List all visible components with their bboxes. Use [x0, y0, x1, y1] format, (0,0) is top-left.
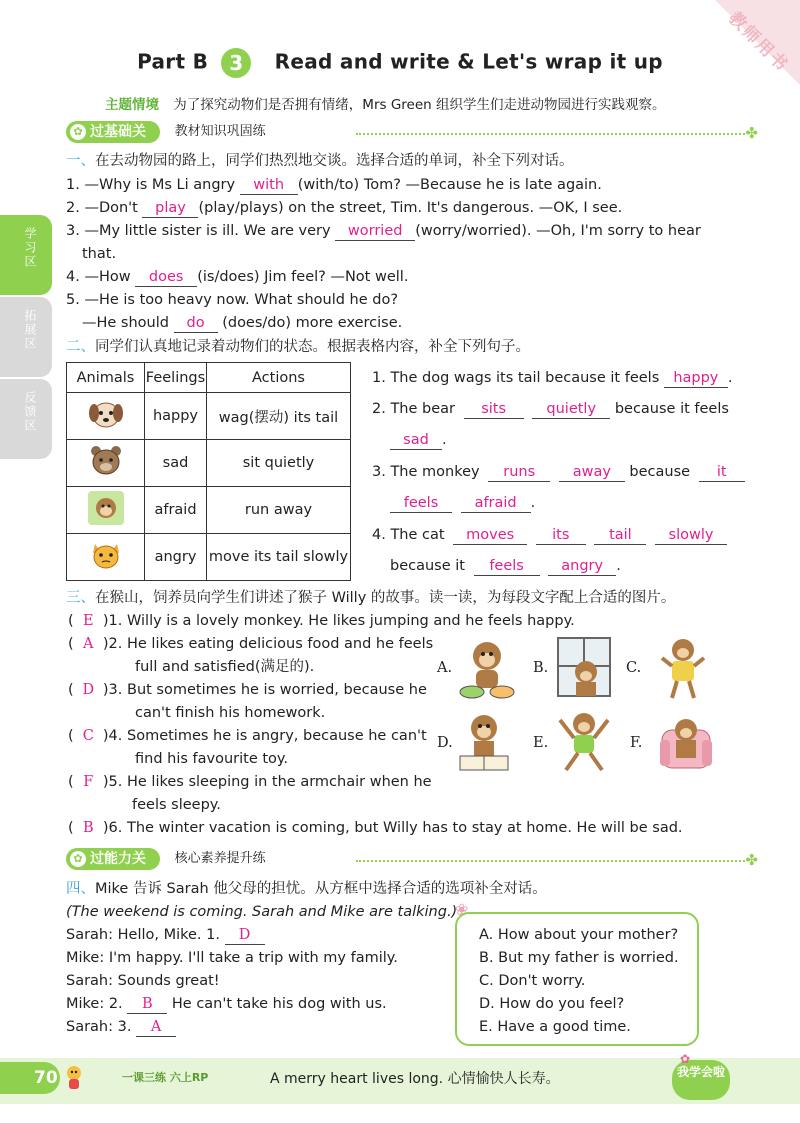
answer-blank[interactable]: play [142, 200, 198, 218]
section-basic-pill [66, 121, 160, 143]
theme-label: 主题情境 [105, 97, 159, 113]
mascot-icon [64, 1064, 84, 1094]
table-header: Animals [67, 363, 145, 393]
item-text: )4. Sometimes he is angry, because he can't [102, 728, 427, 744]
item-number: 1. [66, 177, 80, 193]
table-row [67, 534, 351, 581]
answer-blank[interactable]: happy [664, 370, 728, 388]
part-label: Part B [137, 49, 209, 74]
monkey-homework-icon [456, 710, 512, 778]
sidebar-tab-study[interactable] [0, 215, 52, 295]
item-text: (play/plays) on the street, Tim. It's dangerous. —OK, I see. [198, 200, 623, 216]
table-header-row [67, 363, 351, 393]
ex1-item-1 [66, 174, 602, 196]
picture-label-d: D. [437, 735, 453, 751]
item-number: 5. [66, 292, 80, 308]
ex1-heading [66, 150, 574, 172]
ex3-item-4-cont: find his favourite toy. [135, 751, 289, 767]
option-a: A. How about your mother? [479, 927, 679, 943]
sentence-text: 4. The cat [372, 527, 445, 543]
section-ability-label: 过能力关 [90, 851, 146, 867]
answer-blank[interactable]: with [240, 177, 298, 195]
ex3-item-1: ( E )1. Willy is a lovely monkey. He likes jumping and he feels happy. [68, 613, 575, 629]
item-text: —Don't [84, 200, 138, 216]
clover-icon: ✤ [745, 851, 758, 869]
sentence-text: because it feels [614, 401, 729, 417]
ex2-sentence-4-cont [390, 555, 621, 577]
divider [356, 133, 745, 135]
picture-label-e: E. [533, 735, 549, 751]
ex3-item-6: ( B )6. The winter vacation is coming, but Willy has to stay at home. He will be sad. [68, 820, 683, 836]
answer-blank[interactable]: it [699, 464, 745, 482]
ex1-heading-text: 在去动物园的路上，同学们热烈地交谈。选择合适的单词，补全下列对话。 [95, 153, 574, 169]
picture-label-a: A. [437, 660, 453, 676]
ex3-heading [66, 587, 675, 609]
cat-icon [67, 534, 145, 581]
answer-blank[interactable]: its [536, 527, 586, 545]
answer-blank[interactable]: feels [474, 558, 540, 576]
ex4-heading [66, 878, 547, 900]
dialogue-text: Sarah: 3. [66, 1019, 132, 1035]
clover-icon: ✿ [70, 851, 86, 867]
answer-blank[interactable]: sits [464, 401, 524, 419]
sentence-text: 3. The monkey [372, 464, 480, 480]
sentence-text: because it [390, 558, 465, 574]
item-text: —How [84, 269, 131, 285]
learned-badge [672, 1060, 730, 1100]
answer-blank[interactable]: runs [488, 464, 550, 482]
clover-icon: ✿ [70, 124, 86, 140]
ex3-item-2-cont: full and satisfied(满足的). [135, 659, 315, 675]
sidebar-tab-feedback[interactable] [0, 379, 52, 459]
monkey-angry-icon [660, 636, 706, 706]
sentence-text: . [727, 370, 733, 386]
item-text: (is/does) Jim feel? —Not well. [197, 269, 409, 285]
item-text: —He is too heavy now. What should he do? [84, 292, 399, 308]
table-header: Feelings [145, 363, 207, 393]
ex2-sentence-1 [372, 367, 732, 389]
item-number: 3. [66, 223, 80, 239]
ex3-item-3: ( D )3. But sometimes he is worried, because he [68, 682, 427, 698]
answer-letter[interactable]: A [83, 636, 94, 652]
lesson-title: Read and write & Let's wrap it up [274, 49, 663, 74]
monkey-window-icon [556, 636, 612, 702]
sentence-text: . [442, 432, 447, 448]
table-cell: wag(摆动) its tail [207, 393, 351, 440]
footer-motto: A merry heart lives long. 心情愉快人长寿。 [270, 1071, 560, 1087]
table-cell: angry [145, 534, 207, 581]
item-text: )3. But sometimes he is worried, because he [102, 682, 427, 698]
table-cell: happy [145, 393, 207, 440]
monkey-armchair-icon [658, 710, 714, 776]
monkey-eating-icon [456, 636, 518, 706]
sidebar-tabs [0, 215, 52, 459]
item-text: —He should [82, 315, 169, 331]
ex4-heading-text: Mike 告诉 Sarah 他父母的担忧。从方框中选择合适的选项补全对话。 [95, 881, 547, 897]
answer-blank[interactable]: B [127, 996, 167, 1014]
section-ability-pill [66, 848, 160, 870]
table-cell: sit quietly [207, 440, 351, 487]
picture-label-c: C. [626, 660, 642, 676]
theme-text: 为了探究动物们是否拥有情绪，Mrs Green 组织学生们走进动物园进行实践观察。 [173, 97, 666, 113]
dialogue-text: Mike: 2. [66, 996, 123, 1012]
answer-letter[interactable]: D [82, 682, 95, 698]
badge-text: 我学会啦 [676, 1065, 725, 1079]
item-text: (does/do) more exercise. [222, 315, 403, 331]
ex4-number: 四、 [66, 881, 95, 897]
flower-icon: ✿ [680, 1052, 691, 1066]
answer-letter[interactable]: C [82, 728, 94, 744]
answer-blank[interactable]: angry [548, 558, 616, 576]
ex3-item-5-cont: feels sleepy. [132, 797, 221, 813]
clover-icon: ✤ [745, 124, 758, 142]
table-cell: afraid [145, 487, 207, 534]
answer-blank[interactable]: D [225, 927, 265, 945]
table-row [67, 440, 351, 487]
dialogue-line-4 [66, 993, 387, 1015]
table-cell: sad [145, 440, 207, 487]
dog-icon [67, 393, 145, 440]
ex2-sentence-3-cont [390, 492, 535, 514]
answer-blank[interactable]: quietly [532, 401, 610, 419]
table-row [67, 393, 351, 440]
answer-blank[interactable]: feels [390, 495, 452, 513]
ex1-item-5-cont [82, 312, 402, 334]
sidebar-tab-label: 学习区 [23, 227, 37, 269]
answer-blank[interactable]: afraid [461, 495, 531, 513]
ex2-sentence-2-cont [390, 429, 447, 451]
ex1-item-4 [66, 266, 408, 288]
item-text: —Why is Ms Li angry [84, 177, 236, 193]
sidebar-tab-label: 拓展区 [23, 309, 37, 351]
item-number: 4. [66, 269, 80, 285]
answer-blank[interactable]: A [136, 1019, 176, 1037]
ex4-intro: (The weekend is coming. Sarah and Mike are talking.) [66, 904, 458, 920]
ex3-item-3-cont: can't finish his homework. [135, 705, 326, 721]
sidebar-tab-expand[interactable] [0, 297, 52, 377]
answer-blank[interactable]: worried [335, 223, 415, 241]
sidebar-tab-label: 反馈区 [23, 391, 37, 433]
option-d: D. How do you feel? [479, 996, 625, 1012]
ex1-item-3-cont: that. [82, 246, 117, 262]
ex1-item-3 [66, 220, 701, 242]
item-text: —My little sister is ill. We are very [84, 223, 331, 239]
ex2-sentence-2 [372, 398, 729, 420]
item-text: (worry/worried). —Oh, I'm sorry to hear [415, 223, 701, 239]
dialogue-line-3: Sarah: Sounds great! [66, 973, 220, 989]
item-text: )2. He likes eating delicious food and he feels [102, 636, 434, 652]
answer-blank[interactable]: away [559, 464, 625, 482]
ex2-heading-text: 同学们认真地记录着动物们的状态。根据表格内容，补全下列句子。 [95, 339, 530, 355]
picture-label-f: F. [630, 735, 643, 751]
options-box [455, 912, 699, 1046]
ex1-item-5 [66, 289, 398, 311]
item-text: (with/to) Tom? —Because he is late again. [297, 177, 602, 193]
ex2-sentence-4 [372, 524, 727, 546]
sentence-text: . [616, 558, 621, 574]
table-cell: move its tail slowly [207, 534, 351, 581]
animal-feelings-table [66, 362, 351, 581]
dialogue-line-1 [66, 924, 265, 946]
ex1-item-2 [66, 197, 622, 219]
table-header: Actions [207, 363, 351, 393]
ex2-heading [66, 336, 530, 358]
answer-blank[interactable]: tail [594, 527, 646, 545]
picture-label-b: B. [533, 660, 549, 676]
option-b: B. But my father is worried. [479, 950, 679, 966]
page-title [0, 48, 800, 78]
answer-letter[interactable]: E [82, 613, 94, 629]
answer-letter[interactable]: B [82, 820, 94, 836]
section-basic-label: 过基础关 [90, 124, 146, 140]
item-text: )1. Willy is a lovely monkey. He likes jumping and he feels happy. [102, 613, 575, 629]
cherry-icon: ❀ [455, 900, 469, 919]
section-basic-header [66, 121, 800, 145]
item-text: )6. The winter vacation is coming, but Willy has to stay at home. He will be sad. [102, 820, 683, 836]
page-number: 70 [0, 1062, 60, 1094]
ex3-number: 三、 [66, 590, 95, 606]
sentence-text: because [629, 464, 691, 480]
sentence-text: 1. The dog wags its tail because it feels [372, 370, 660, 386]
dialogue-text: He can't take his dog with us. [171, 996, 387, 1012]
ex3-heading-text: 在猴山，饲养员向学生们讲述了猴子 Willy 的故事。读一读，为每段文字配上合适的图片。 [95, 590, 676, 606]
sentence-text: . [530, 495, 536, 511]
brand-label: 一课三练 六上RP [122, 1071, 209, 1084]
option-c: C. Don't worry. [479, 973, 586, 989]
dialogue-text: Sarah: Hello, Mike. 1. [66, 927, 220, 943]
ex3-item-4: ( C )4. Sometimes he is angry, because he can't [68, 728, 427, 744]
answer-letter[interactable]: F [83, 774, 94, 790]
answer-blank[interactable]: moves [453, 527, 527, 545]
ex2-number: 二、 [66, 339, 95, 355]
ex2-sentence-3 [372, 461, 745, 483]
item-number: 2. [66, 200, 80, 216]
answer-blank[interactable]: slowly [655, 527, 727, 545]
sentence-text: 2. The bear [372, 401, 455, 417]
answer-blank[interactable]: do [174, 315, 218, 333]
answer-blank[interactable]: sad [390, 432, 442, 450]
bear-icon [67, 440, 145, 487]
ex3-item-2: ( A )2. He likes eating delicious food and he feels [68, 636, 434, 652]
divider [356, 860, 745, 862]
corner-label: 教师用书 [724, 8, 793, 77]
monkey-jumping-icon [556, 710, 612, 778]
monkey-icon [67, 487, 145, 534]
dialogue-line-2: Mike: I'm happy. I'll take a trip with my family. [66, 950, 398, 966]
theme-line [105, 93, 666, 113]
ex3-item-5: ( F )5. He likes sleeping in the armchair when he [68, 774, 432, 790]
section-ability-header [66, 848, 800, 872]
dialogue-line-5 [66, 1016, 176, 1038]
section-basic-sub: 教材知识巩固练 [174, 124, 266, 139]
answer-blank[interactable]: does [135, 269, 197, 287]
table-cell: run away [207, 487, 351, 534]
item-text: )5. He likes sleeping in the armchair when he [102, 774, 432, 790]
ex1-number: 一、 [66, 153, 95, 169]
option-e: E. Have a good time. [479, 1019, 631, 1035]
table-row [67, 487, 351, 534]
section-ability-sub: 核心素养提升练 [174, 851, 266, 866]
lesson-number-badge: 3 [221, 48, 251, 78]
